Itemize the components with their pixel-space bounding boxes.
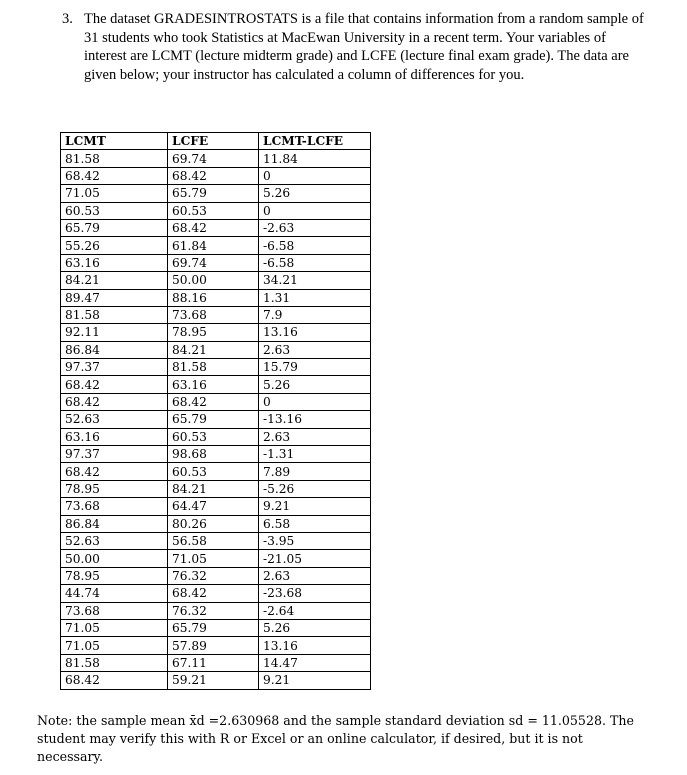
table-row <box>61 567 371 584</box>
cell-lcfe: 63.16 <box>168 376 259 393</box>
cell-difference: 0 <box>259 167 371 184</box>
cell-lcmt: 86.84 <box>61 515 168 532</box>
table-row <box>61 446 371 463</box>
cell-lcfe: 60.53 <box>168 428 259 445</box>
table-row <box>61 341 371 358</box>
cell-lcmt: 81.58 <box>61 150 168 167</box>
cell-lcmt: 60.53 <box>61 202 168 219</box>
table-row <box>61 185 371 202</box>
cell-lcfe: 60.53 <box>168 202 259 219</box>
cell-lcfe: 60.53 <box>168 463 259 480</box>
cell-lcmt: 81.58 <box>61 306 168 323</box>
cell-lcfe: 56.58 <box>168 532 259 549</box>
question-text: The dataset GRADESINTROSTATS is a file that contains information from a random sample of 31 students who took Statistics at MacEwan University in a recent term. Your variables of interest are LCMT (lecture midterm grade) and LCFE (lecture final exam grade). The data are given below; your instructor has calculated a column of differences for you. <box>84 11 644 83</box>
cell-lcfe: 61.84 <box>168 237 259 254</box>
table-row <box>61 202 371 219</box>
cell-lcmt: 84.21 <box>61 272 168 289</box>
table-row <box>61 463 371 480</box>
cell-difference: -3.95 <box>259 532 371 549</box>
cell-lcmt: 44.74 <box>61 585 168 602</box>
table-row <box>61 515 371 532</box>
cell-lcmt: 68.42 <box>61 463 168 480</box>
table-row <box>61 237 371 254</box>
cell-lcmt: 63.16 <box>61 428 168 445</box>
cell-lcmt: 86.84 <box>61 341 168 358</box>
cell-difference: 13.16 <box>259 324 371 341</box>
table-row <box>61 254 371 271</box>
cell-difference: 0 <box>259 393 371 410</box>
cell-lcmt: 73.68 <box>61 498 168 515</box>
question-number: 3. <box>62 11 73 27</box>
table-row <box>61 654 371 671</box>
cell-lcfe: 76.32 <box>168 602 259 619</box>
cell-difference: 2.63 <box>259 428 371 445</box>
cell-difference: -13.16 <box>259 411 371 428</box>
cell-difference: 7.89 <box>259 463 371 480</box>
table-row <box>61 150 371 167</box>
table-row <box>61 376 371 393</box>
header-difference: LCMT-LCFE <box>259 133 371 150</box>
cell-difference: 9.21 <box>259 672 371 689</box>
cell-difference: 9.21 <box>259 498 371 515</box>
table-header-row <box>61 133 371 150</box>
table-row <box>61 550 371 567</box>
question-block <box>62 10 652 84</box>
cell-lcmt: 55.26 <box>61 237 168 254</box>
header-lcmt: LCMT <box>61 133 168 150</box>
table-row <box>61 272 371 289</box>
cell-lcfe: 65.79 <box>168 411 259 428</box>
cell-lcmt: 68.42 <box>61 672 168 689</box>
cell-difference: 6.58 <box>259 515 371 532</box>
cell-lcmt: 68.42 <box>61 376 168 393</box>
cell-difference: 2.63 <box>259 567 371 584</box>
header-lcfe: LCFE <box>168 133 259 150</box>
table-row <box>61 289 371 306</box>
cell-lcfe: 84.21 <box>168 480 259 497</box>
cell-lcmt: 78.95 <box>61 567 168 584</box>
cell-lcfe: 68.42 <box>168 219 259 236</box>
cell-difference: -2.63 <box>259 219 371 236</box>
table-row <box>61 585 371 602</box>
table-row <box>61 602 371 619</box>
cell-lcmt: 89.47 <box>61 289 168 306</box>
cell-difference: -6.58 <box>259 237 371 254</box>
cell-difference: -1.31 <box>259 446 371 463</box>
table-row <box>61 480 371 497</box>
note-text: Note: the sample mean x̄d =2.630968 and the sample standard deviation sd = 11.05528. The student may verify this with R or Excel or an online calculator, if desired, but it is not necessary. <box>37 713 634 764</box>
cell-lcmt: 73.68 <box>61 602 168 619</box>
cell-lcfe: 69.74 <box>168 150 259 167</box>
cell-lcmt: 65.79 <box>61 219 168 236</box>
cell-difference: 11.84 <box>259 150 371 167</box>
cell-lcfe: 64.47 <box>168 498 259 515</box>
cell-difference: 13.16 <box>259 637 371 654</box>
cell-lcmt: 68.42 <box>61 167 168 184</box>
table-row <box>61 672 371 689</box>
cell-lcfe: 69.74 <box>168 254 259 271</box>
grades-table <box>60 132 371 690</box>
cell-lcmt: 78.95 <box>61 480 168 497</box>
table-row <box>61 359 371 376</box>
cell-difference: 15.79 <box>259 359 371 376</box>
cell-difference: 34.21 <box>259 272 371 289</box>
cell-difference: -2.64 <box>259 602 371 619</box>
table-row <box>61 393 371 410</box>
table-row <box>61 532 371 549</box>
cell-lcfe: 68.42 <box>168 393 259 410</box>
table-row <box>61 428 371 445</box>
cell-difference: 5.26 <box>259 185 371 202</box>
cell-lcfe: 57.89 <box>168 637 259 654</box>
cell-difference: 2.63 <box>259 341 371 358</box>
cell-difference: 0 <box>259 202 371 219</box>
cell-lcfe: 65.79 <box>168 185 259 202</box>
cell-lcfe: 68.42 <box>168 585 259 602</box>
cell-lcfe: 84.21 <box>168 341 259 358</box>
cell-lcfe: 76.32 <box>168 567 259 584</box>
cell-lcmt: 71.05 <box>61 637 168 654</box>
cell-difference: 1.31 <box>259 289 371 306</box>
cell-difference: 5.26 <box>259 376 371 393</box>
table-row <box>61 219 371 236</box>
cell-lcfe: 71.05 <box>168 550 259 567</box>
cell-lcfe: 67.11 <box>168 654 259 671</box>
cell-difference: -5.26 <box>259 480 371 497</box>
cell-lcmt: 63.16 <box>61 254 168 271</box>
cell-difference: 7.9 <box>259 306 371 323</box>
table-row <box>61 411 371 428</box>
table-body <box>61 150 371 689</box>
cell-difference: 5.26 <box>259 619 371 636</box>
table-row <box>61 637 371 654</box>
cell-lcfe: 65.79 <box>168 619 259 636</box>
cell-lcfe: 78.95 <box>168 324 259 341</box>
cell-difference: 14.47 <box>259 654 371 671</box>
table-row <box>61 167 371 184</box>
cell-lcfe: 88.16 <box>168 289 259 306</box>
cell-lcmt: 97.37 <box>61 359 168 376</box>
cell-lcfe: 73.68 <box>168 306 259 323</box>
table-row <box>61 324 371 341</box>
cell-lcfe: 98.68 <box>168 446 259 463</box>
cell-lcmt: 71.05 <box>61 185 168 202</box>
cell-lcmt: 71.05 <box>61 619 168 636</box>
table-row <box>61 306 371 323</box>
table-row <box>61 498 371 515</box>
cell-lcmt: 52.63 <box>61 411 168 428</box>
table-row <box>61 619 371 636</box>
cell-lcfe: 81.58 <box>168 359 259 376</box>
cell-lcmt: 52.63 <box>61 532 168 549</box>
cell-lcmt: 81.58 <box>61 654 168 671</box>
cell-lcfe: 59.21 <box>168 672 259 689</box>
cell-lcmt: 97.37 <box>61 446 168 463</box>
cell-difference: -21.05 <box>259 550 371 567</box>
cell-lcfe: 68.42 <box>168 167 259 184</box>
cell-lcfe: 80.26 <box>168 515 259 532</box>
cell-difference: -23.68 <box>259 585 371 602</box>
cell-lcmt: 50.00 <box>61 550 168 567</box>
cell-difference: -6.58 <box>259 254 371 271</box>
cell-lcmt: 68.42 <box>61 393 168 410</box>
cell-lcmt: 92.11 <box>61 324 168 341</box>
cell-lcfe: 50.00 <box>168 272 259 289</box>
